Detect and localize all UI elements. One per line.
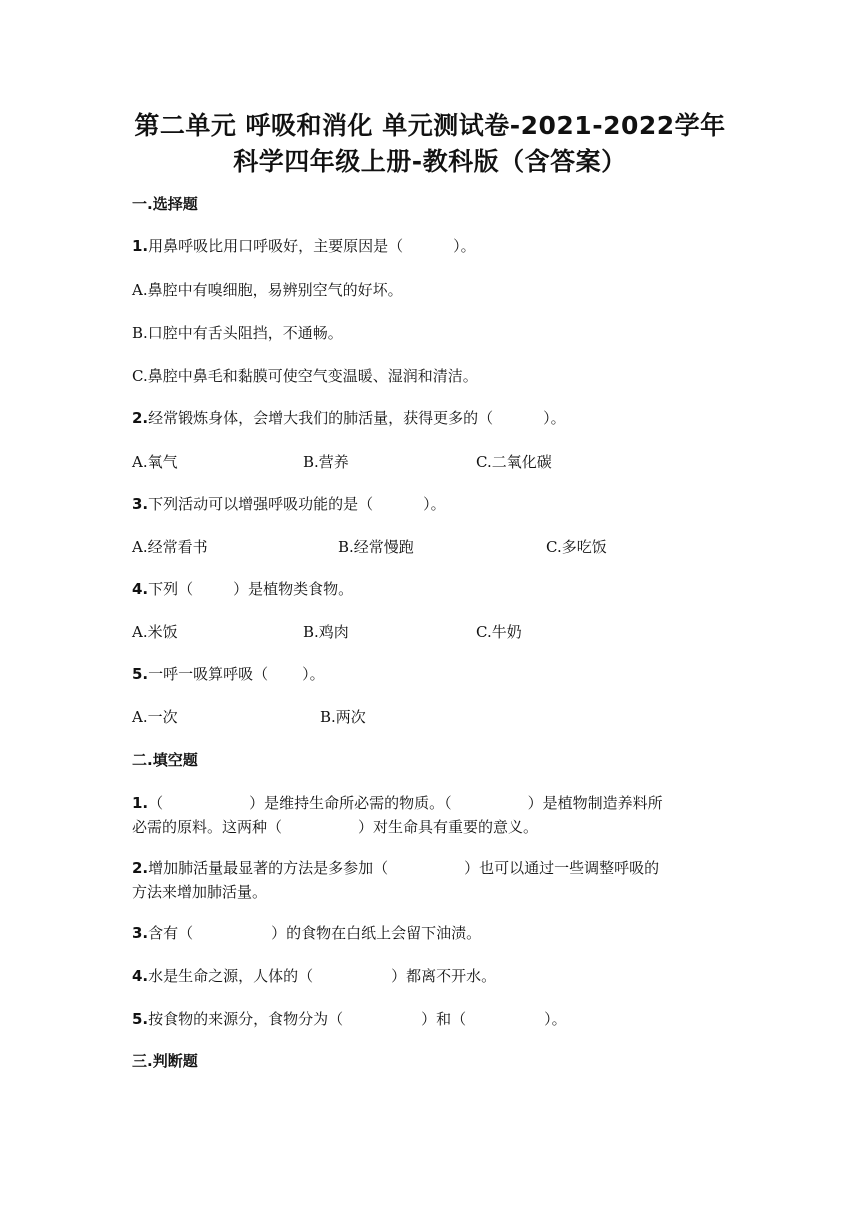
section-heading-judge: 三.判断题 bbox=[132, 1052, 198, 1070]
fill-question-2-cont: 方法来增加肺活量。 bbox=[132, 883, 268, 901]
fill-question-3: 3.含有（ ）的食物在白纸上会留下油渍。 bbox=[132, 924, 482, 942]
choice-q3-option-a: A.经常看书 bbox=[132, 538, 208, 556]
choice-q1-option-b: B.口腔中有舌头阻挡，不通畅。 bbox=[132, 324, 343, 342]
choice-q4-option-b: B.鸡肉 bbox=[303, 623, 349, 641]
choice-q4-option-c: C.牛奶 bbox=[476, 623, 522, 641]
fill-question-5: 5.按食物的来源分，食物分为（ ）和（ ）。 bbox=[132, 1010, 567, 1028]
choice-q3-option-b: B.经常慢跑 bbox=[338, 538, 414, 556]
choice-q1-option-c: C.鼻腔中鼻毛和黏膜可使空气变温暖、湿润和清洁。 bbox=[132, 367, 478, 385]
choice-q2-option-a: A.氧气 bbox=[132, 453, 178, 471]
choice-question-1: 1.用鼻呼吸比用口呼吸好，主要原因是（ ）。 bbox=[132, 237, 476, 255]
choice-q4-option-a: A.米饭 bbox=[132, 623, 178, 641]
choice-question-4: 4.下列（ ）是植物类食物。 bbox=[132, 580, 354, 598]
fill-question-1: 1.（ ）是维持生命所必需的物质。（ ）是植物制造养料所 bbox=[132, 794, 663, 812]
choice-q5-option-a: A.一次 bbox=[132, 708, 178, 726]
choice-q3-option-c: C.多吃饭 bbox=[546, 538, 607, 556]
fill-question-4: 4.水是生命之源，人体的（ ）都离不开水。 bbox=[132, 967, 497, 985]
choice-question-3: 3.下列活动可以增强呼吸功能的是（ ）。 bbox=[132, 495, 446, 513]
page-title: 第二单元 呼吸和消化 单元测试卷-2021-2022学年 bbox=[134, 111, 726, 140]
choice-q2-option-c: C.二氧化碳 bbox=[476, 453, 552, 471]
choice-q2-option-b: B.营养 bbox=[303, 453, 349, 471]
fill-question-1-cont: 必需的原料。这两种（ ）对生命具有重要的意义。 bbox=[132, 818, 539, 836]
choice-q5-option-b: B.两次 bbox=[320, 708, 366, 726]
section-heading-fill: 二.填空题 bbox=[132, 751, 198, 769]
page-subtitle: 科学四年级上册-教科版（含答案） bbox=[233, 147, 627, 176]
section-heading-choice: 一.选择题 bbox=[132, 195, 198, 213]
choice-question-2: 2.经常锻炼身体，会增大我们的肺活量，获得更多的（ ）。 bbox=[132, 409, 566, 427]
choice-question-5: 5.一呼一吸算呼吸（ ）。 bbox=[132, 665, 325, 683]
choice-q1-option-a: A.鼻腔中有嗅细胞，易辨别空气的好坏。 bbox=[132, 281, 403, 299]
fill-question-2: 2.增加肺活量最显著的方法是多参加（ ）也可以通过一些调整呼吸的 bbox=[132, 859, 660, 877]
